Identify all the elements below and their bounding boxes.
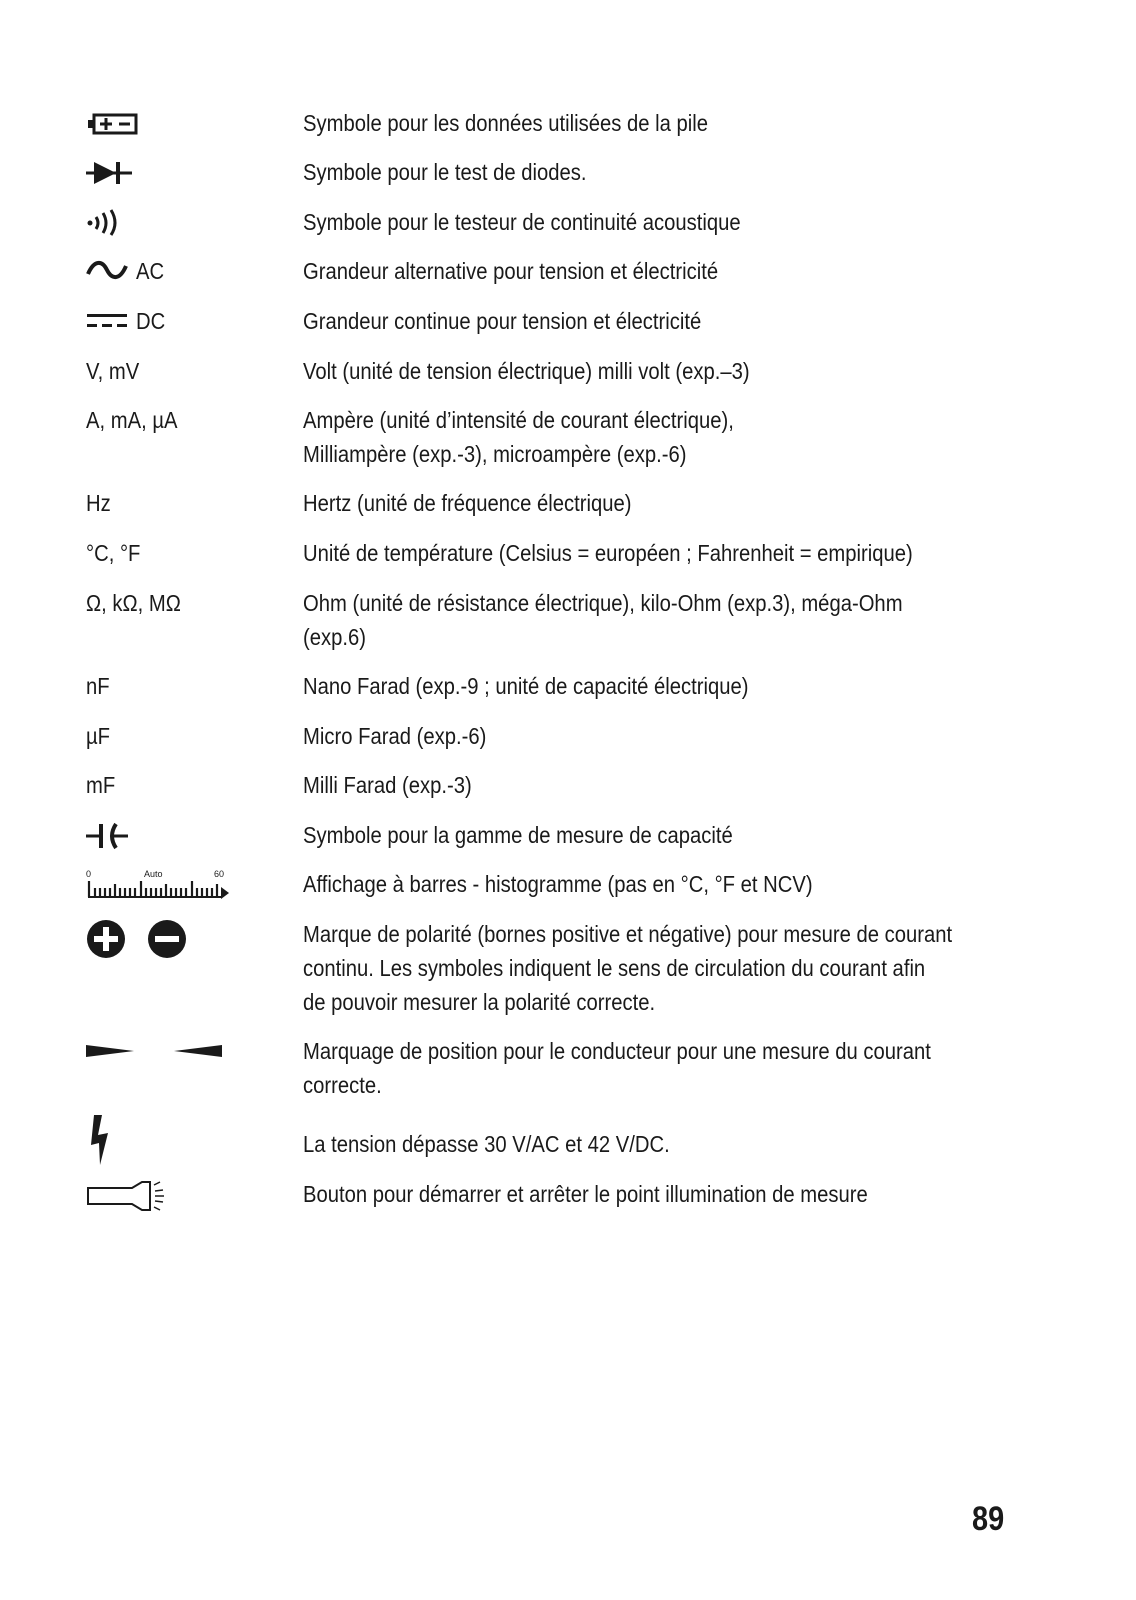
dc-lines-icon bbox=[86, 312, 128, 330]
row-description: La tension dépasse 30 V/AC et 42 V/DC. bbox=[303, 1131, 670, 1157]
row-description: Symbole pour le testeur de continuité acoustique bbox=[303, 209, 741, 235]
flashlight-icon bbox=[86, 1179, 172, 1213]
polarity-plus-minus-icon bbox=[86, 919, 190, 959]
row-description: Volt (unité de tension électrique) milli volt (exp.–3) bbox=[303, 358, 750, 384]
unit-label: mF bbox=[86, 772, 116, 798]
page-number: 89 bbox=[972, 1500, 1005, 1538]
ac-label: AC bbox=[136, 258, 165, 284]
conductor-position-arrows-icon bbox=[86, 1043, 226, 1059]
high-voltage-icon bbox=[86, 1113, 114, 1167]
unit-label: Hz bbox=[86, 490, 111, 516]
row-description: Milli Farad (exp.-3) bbox=[303, 772, 472, 798]
row-description: Micro Farad (exp.-6) bbox=[303, 723, 487, 749]
row-description: Ohm (unité de résistance électrique), kilo-Ohm (exp.3), méga-Ohm (exp.6) bbox=[303, 590, 903, 650]
bargraph-mid-label: Auto bbox=[144, 869, 163, 879]
row-description: Nano Farad (exp.-9 ; unité de capacité électrique) bbox=[303, 673, 749, 699]
unit-label: µF bbox=[86, 723, 111, 749]
unit-label: °C, °F bbox=[86, 540, 141, 566]
unit-label: Ω, kΩ, MΩ bbox=[86, 590, 181, 616]
row-description: Unité de température (Celsius = européen ; Fahrenheit = empirique) bbox=[303, 540, 913, 566]
bargraph-min-label: 0 bbox=[86, 869, 92, 879]
row-description: Symbole pour les données utilisées de la pile bbox=[303, 110, 709, 136]
unit-label: V, mV bbox=[86, 358, 140, 384]
bargraph-max-label: 60 bbox=[214, 869, 225, 879]
row-description: Bouton pour démarrer et arrêter le point illumination de mesure bbox=[303, 1181, 868, 1207]
row-description: Marque de polarité (bornes positive et négative) pour mesure de courant continu. Les symboles indiquent le sens de circulation du courant afin de pouvoir mesurer la polarité correcte. bbox=[303, 921, 953, 1015]
row-description: Hertz (unité de fréquence électrique) bbox=[303, 490, 632, 516]
row-description: Marquage de position pour le conducteur pour une mesure du courant correcte. bbox=[303, 1038, 931, 1098]
unit-label: nF bbox=[86, 673, 110, 699]
continuity-buzzer-icon bbox=[86, 208, 126, 236]
battery-icon bbox=[86, 112, 138, 136]
row-description: Symbole pour la gamme de mesure de capacité bbox=[303, 822, 733, 848]
diode-icon bbox=[86, 159, 132, 187]
row-description: Grandeur continue pour tension et électricité bbox=[303, 308, 702, 334]
unit-label: A, mA, µA bbox=[86, 407, 178, 433]
row-description: Affichage à barres - histogramme (pas en °C, °F et NCV) bbox=[303, 871, 813, 897]
bargraph-icon bbox=[86, 869, 236, 901]
ac-wave-icon bbox=[86, 258, 128, 282]
row-description: Ampère (unité d’intensité de courant électrique), Milliampère (exp.-3), microampère (exp.-6) bbox=[303, 407, 734, 467]
capacitor-icon bbox=[86, 822, 130, 850]
row-description: Symbole pour le test de diodes. bbox=[303, 159, 587, 185]
dc-label: DC bbox=[136, 308, 166, 334]
row-description: Grandeur alternative pour tension et électricité bbox=[303, 258, 719, 284]
